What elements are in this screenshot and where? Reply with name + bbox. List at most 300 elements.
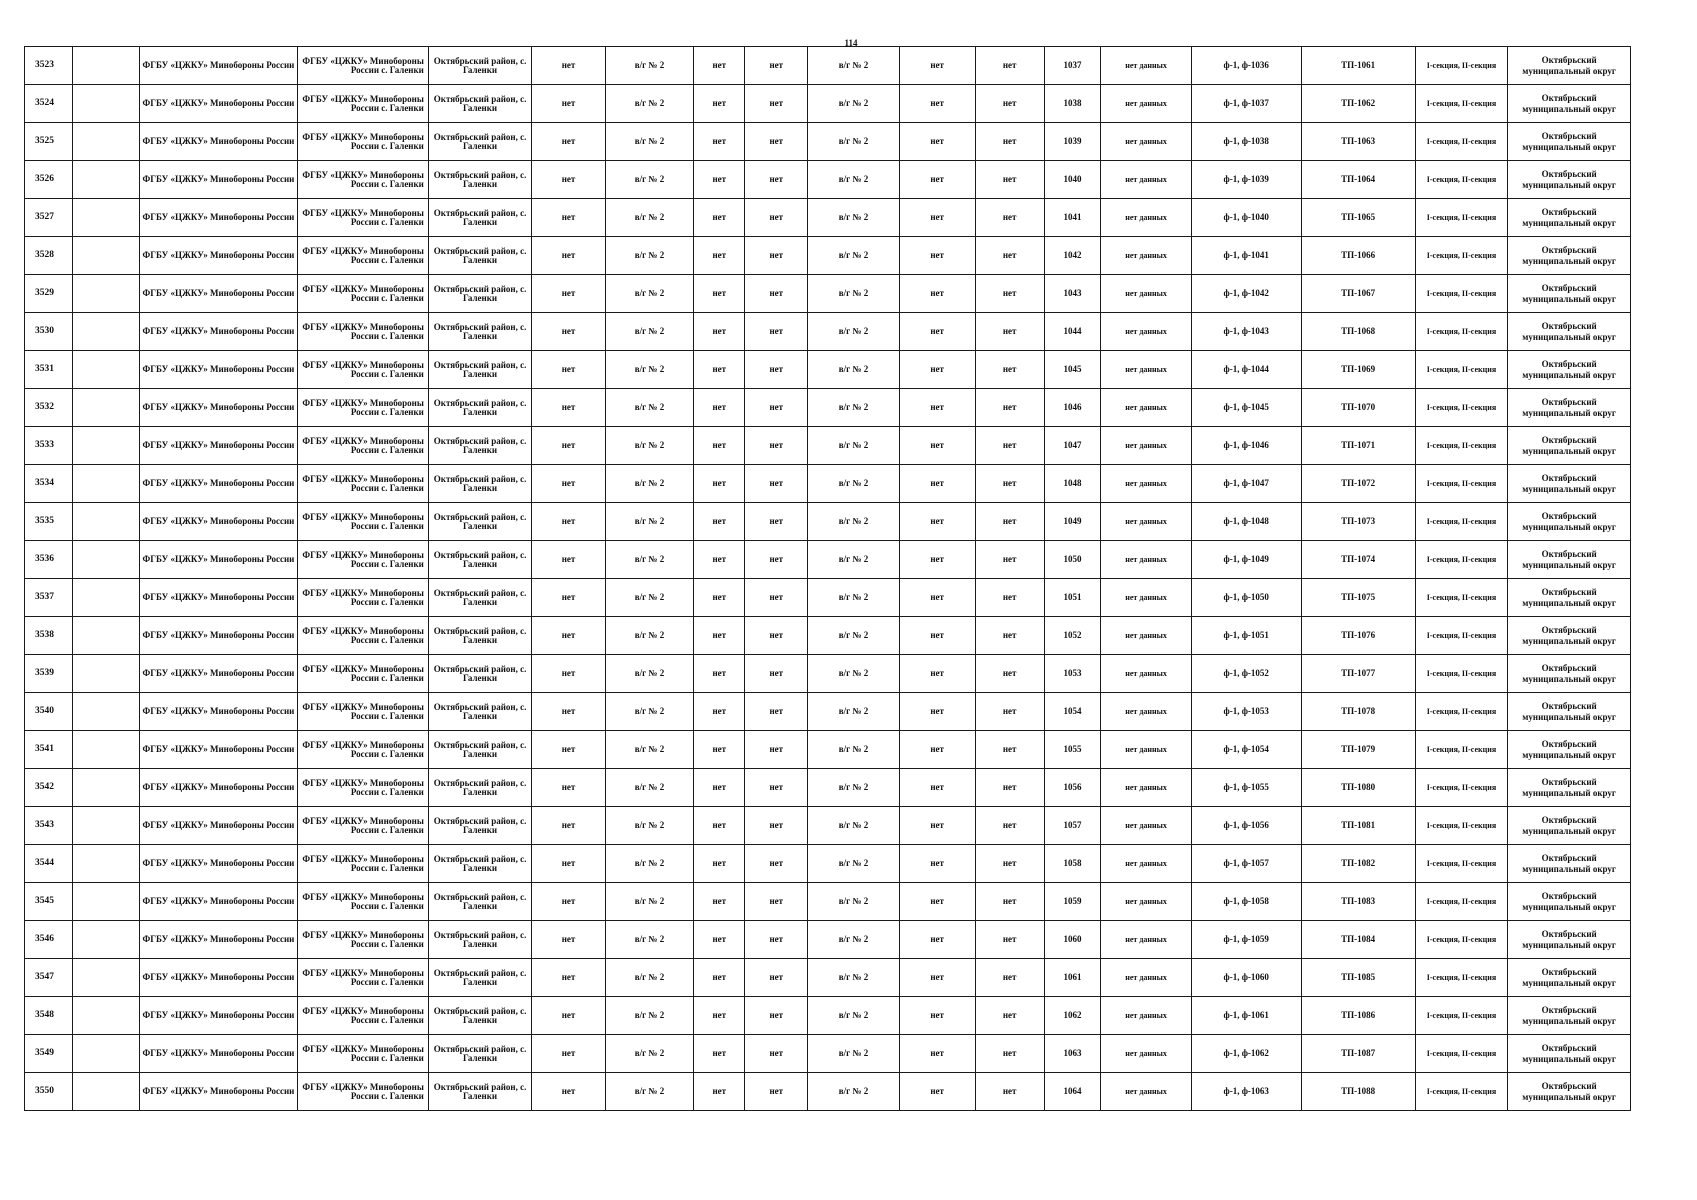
status-cell-4: нет xyxy=(899,389,975,427)
owner-location-cell: ФГБУ «ЦЖКУ» Минобороны России с. Галенки xyxy=(297,769,428,807)
owner-cell: ФГБУ «ЦЖКУ» Минобороны России xyxy=(140,617,298,655)
status-cell-4: нет xyxy=(899,921,975,959)
feeder-cell: ф-1, ф-1062 xyxy=(1191,1035,1301,1073)
status-cell-1: нет xyxy=(532,655,606,693)
row-number-cell: 3538 xyxy=(25,617,73,655)
status-cell-1: нет xyxy=(532,275,606,313)
municipality-cell: Октябрьский муниципальный округ xyxy=(1508,199,1631,237)
table-row xyxy=(25,85,1631,123)
status-cell-4: нет xyxy=(899,199,975,237)
data-availability-cell: нет данных xyxy=(1101,883,1192,921)
table-row xyxy=(25,237,1631,275)
status-cell-3: нет xyxy=(745,655,808,693)
table-row xyxy=(25,541,1631,579)
feeder-cell: ф-1, ф-1053 xyxy=(1191,693,1301,731)
owner-location-cell: ФГБУ «ЦЖКУ» Минобороны России с. Галенки xyxy=(297,503,428,541)
military-town-cell-1: в/г № 2 xyxy=(605,199,693,237)
owner-cell: ФГБУ «ЦЖКУ» Минобороны России xyxy=(140,351,298,389)
blank-cell xyxy=(72,389,139,427)
row-number-cell: 3528 xyxy=(25,237,73,275)
status-cell-3: нет xyxy=(745,693,808,731)
section-cell: I-секция, II-секция xyxy=(1415,731,1508,769)
status-cell-5: нет xyxy=(975,883,1044,921)
military-town-cell-1: в/г № 2 xyxy=(605,959,693,997)
military-town-cell-1: в/г № 2 xyxy=(605,389,693,427)
status-cell-3: нет xyxy=(745,959,808,997)
data-availability-cell: нет данных xyxy=(1101,351,1192,389)
district-cell: Октябрьский район, с. Галенки xyxy=(428,693,531,731)
district-cell: Октябрьский район, с. Галенки xyxy=(428,1035,531,1073)
row-number-cell: 3550 xyxy=(25,1073,73,1111)
status-cell-2: нет xyxy=(694,731,745,769)
military-town-cell-1: в/г № 2 xyxy=(605,617,693,655)
owner-cell: ФГБУ «ЦЖКУ» Минобороны России xyxy=(140,123,298,161)
status-cell-2: нет xyxy=(694,313,745,351)
status-cell-4: нет xyxy=(899,123,975,161)
military-town-cell-2: в/г № 2 xyxy=(808,655,900,693)
object-code-cell: 1064 xyxy=(1044,1073,1100,1111)
status-cell-2: нет xyxy=(694,351,745,389)
owner-location-cell: ФГБУ «ЦЖКУ» Минобороны России с. Галенки xyxy=(297,693,428,731)
feeder-cell: ф-1, ф-1060 xyxy=(1191,959,1301,997)
row-number-cell: 3532 xyxy=(25,389,73,427)
table-row xyxy=(25,617,1631,655)
section-cell: I-секция, II-секция xyxy=(1415,807,1508,845)
owner-location-cell: ФГБУ «ЦЖКУ» Минобороны России с. Галенки xyxy=(297,579,428,617)
municipality-cell: Октябрьский муниципальный округ xyxy=(1508,351,1631,389)
blank-cell xyxy=(72,199,139,237)
transformer-substation-cell: ТП-1071 xyxy=(1301,427,1415,465)
district-cell: Октябрьский район, с. Галенки xyxy=(428,579,531,617)
section-cell: I-секция, II-секция xyxy=(1415,883,1508,921)
data-availability-cell: нет данных xyxy=(1101,85,1192,123)
status-cell-3: нет xyxy=(745,503,808,541)
transformer-substation-cell: ТП-1068 xyxy=(1301,313,1415,351)
owner-cell: ФГБУ «ЦЖКУ» Минобороны России xyxy=(140,199,298,237)
blank-cell xyxy=(72,1073,139,1111)
blank-cell xyxy=(72,769,139,807)
table-row xyxy=(25,655,1631,693)
feeder-cell: ф-1, ф-1042 xyxy=(1191,275,1301,313)
status-cell-3: нет xyxy=(745,807,808,845)
status-cell-2: нет xyxy=(694,655,745,693)
transformer-substation-cell: ТП-1085 xyxy=(1301,959,1415,997)
object-code-cell: 1055 xyxy=(1044,731,1100,769)
military-town-cell-2: в/г № 2 xyxy=(808,579,900,617)
status-cell-2: нет xyxy=(694,997,745,1035)
status-cell-4: нет xyxy=(899,541,975,579)
status-cell-5: нет xyxy=(975,769,1044,807)
military-town-cell-2: в/г № 2 xyxy=(808,237,900,275)
table-row xyxy=(25,123,1631,161)
feeder-cell: ф-1, ф-1037 xyxy=(1191,85,1301,123)
section-cell: I-секция, II-секция xyxy=(1415,237,1508,275)
owner-location-cell: ФГБУ «ЦЖКУ» Минобороны России с. Галенки xyxy=(297,883,428,921)
military-town-cell-2: в/г № 2 xyxy=(808,427,900,465)
owner-cell: ФГБУ «ЦЖКУ» Минобороны России xyxy=(140,275,298,313)
transformer-substation-cell: ТП-1077 xyxy=(1301,655,1415,693)
row-number-cell: 3543 xyxy=(25,807,73,845)
owner-cell: ФГБУ «ЦЖКУ» Минобороны России xyxy=(140,845,298,883)
row-number-cell: 3539 xyxy=(25,655,73,693)
object-code-cell: 1048 xyxy=(1044,465,1100,503)
district-cell: Октябрьский район, с. Галенки xyxy=(428,921,531,959)
status-cell-5: нет xyxy=(975,47,1044,85)
section-cell: I-секция, II-секция xyxy=(1415,769,1508,807)
status-cell-1: нет xyxy=(532,883,606,921)
status-cell-2: нет xyxy=(694,921,745,959)
table-body xyxy=(25,47,1631,1111)
status-cell-3: нет xyxy=(745,617,808,655)
owner-cell: ФГБУ «ЦЖКУ» Минобороны России xyxy=(140,655,298,693)
blank-cell xyxy=(72,693,139,731)
status-cell-2: нет xyxy=(694,237,745,275)
object-code-cell: 1041 xyxy=(1044,199,1100,237)
object-code-cell: 1038 xyxy=(1044,85,1100,123)
feeder-cell: ф-1, ф-1036 xyxy=(1191,47,1301,85)
district-cell: Октябрьский район, с. Галенки xyxy=(428,541,531,579)
military-town-cell-2: в/г № 2 xyxy=(808,807,900,845)
status-cell-3: нет xyxy=(745,123,808,161)
feeder-cell: ф-1, ф-1038 xyxy=(1191,123,1301,161)
military-town-cell-1: в/г № 2 xyxy=(605,503,693,541)
district-cell: Октябрьский район, с. Галенки xyxy=(428,47,531,85)
municipality-cell: Октябрьский муниципальный округ xyxy=(1508,579,1631,617)
row-number-cell: 3537 xyxy=(25,579,73,617)
blank-cell xyxy=(72,313,139,351)
transformer-substation-cell: ТП-1084 xyxy=(1301,921,1415,959)
status-cell-4: нет xyxy=(899,807,975,845)
status-cell-4: нет xyxy=(899,769,975,807)
row-number-cell: 3548 xyxy=(25,997,73,1035)
military-town-cell-1: в/г № 2 xyxy=(605,161,693,199)
status-cell-5: нет xyxy=(975,199,1044,237)
table-row xyxy=(25,47,1631,85)
table-row xyxy=(25,731,1631,769)
status-cell-4: нет xyxy=(899,617,975,655)
military-town-cell-2: в/г № 2 xyxy=(808,503,900,541)
status-cell-4: нет xyxy=(899,85,975,123)
status-cell-3: нет xyxy=(745,85,808,123)
data-availability-cell: нет данных xyxy=(1101,275,1192,313)
municipality-cell: Октябрьский муниципальный округ xyxy=(1508,275,1631,313)
military-town-cell-2: в/г № 2 xyxy=(808,921,900,959)
military-town-cell-2: в/г № 2 xyxy=(808,351,900,389)
status-cell-3: нет xyxy=(745,427,808,465)
row-number-cell: 3535 xyxy=(25,503,73,541)
section-cell: I-секция, II-секция xyxy=(1415,845,1508,883)
owner-cell: ФГБУ «ЦЖКУ» Минобороны России xyxy=(140,997,298,1035)
owner-cell: ФГБУ «ЦЖКУ» Минобороны России xyxy=(140,389,298,427)
object-code-cell: 1058 xyxy=(1044,845,1100,883)
feeder-cell: ф-1, ф-1041 xyxy=(1191,237,1301,275)
object-code-cell: 1061 xyxy=(1044,959,1100,997)
object-code-cell: 1045 xyxy=(1044,351,1100,389)
table-row xyxy=(25,997,1631,1035)
data-availability-cell: нет данных xyxy=(1101,579,1192,617)
status-cell-2: нет xyxy=(694,123,745,161)
status-cell-2: нет xyxy=(694,579,745,617)
district-cell: Октябрьский район, с. Галенки xyxy=(428,883,531,921)
status-cell-1: нет xyxy=(532,427,606,465)
transformer-substation-cell: ТП-1081 xyxy=(1301,807,1415,845)
status-cell-1: нет xyxy=(532,807,606,845)
object-code-cell: 1051 xyxy=(1044,579,1100,617)
row-number-cell: 3530 xyxy=(25,313,73,351)
municipality-cell: Октябрьский муниципальный округ xyxy=(1508,427,1631,465)
status-cell-4: нет xyxy=(899,845,975,883)
owner-location-cell: ФГБУ «ЦЖКУ» Минобороны России с. Галенки xyxy=(297,921,428,959)
status-cell-3: нет xyxy=(745,351,808,389)
status-cell-3: нет xyxy=(745,541,808,579)
blank-cell xyxy=(72,275,139,313)
object-code-cell: 1054 xyxy=(1044,693,1100,731)
status-cell-2: нет xyxy=(694,883,745,921)
feeder-cell: ф-1, ф-1049 xyxy=(1191,541,1301,579)
section-cell: I-секция, II-секция xyxy=(1415,541,1508,579)
table-row xyxy=(25,199,1631,237)
data-availability-cell: нет данных xyxy=(1101,731,1192,769)
transformer-substation-cell: ТП-1066 xyxy=(1301,237,1415,275)
municipality-cell: Октябрьский муниципальный округ xyxy=(1508,617,1631,655)
owner-location-cell: ФГБУ «ЦЖКУ» Минобороны России с. Галенки xyxy=(297,427,428,465)
owner-location-cell: ФГБУ «ЦЖКУ» Минобороны России с. Галенки xyxy=(297,199,428,237)
data-availability-cell: нет данных xyxy=(1101,123,1192,161)
military-town-cell-1: в/г № 2 xyxy=(605,807,693,845)
row-number-cell: 3545 xyxy=(25,883,73,921)
transformer-substation-cell: ТП-1064 xyxy=(1301,161,1415,199)
status-cell-2: нет xyxy=(694,807,745,845)
military-town-cell-1: в/г № 2 xyxy=(605,47,693,85)
row-number-cell: 3529 xyxy=(25,275,73,313)
object-code-cell: 1037 xyxy=(1044,47,1100,85)
section-cell: I-секция, II-секция xyxy=(1415,313,1508,351)
owner-cell: ФГБУ «ЦЖКУ» Минобороны России xyxy=(140,47,298,85)
object-code-cell: 1056 xyxy=(1044,769,1100,807)
transformer-substation-cell: ТП-1078 xyxy=(1301,693,1415,731)
owner-location-cell: ФГБУ «ЦЖКУ» Минобороны России с. Галенки xyxy=(297,123,428,161)
status-cell-1: нет xyxy=(532,85,606,123)
municipality-cell: Октябрьский муниципальный округ xyxy=(1508,1073,1631,1111)
object-code-cell: 1047 xyxy=(1044,427,1100,465)
status-cell-1: нет xyxy=(532,313,606,351)
municipality-cell: Октябрьский муниципальный округ xyxy=(1508,503,1631,541)
status-cell-5: нет xyxy=(975,237,1044,275)
data-availability-cell: нет данных xyxy=(1101,237,1192,275)
status-cell-4: нет xyxy=(899,959,975,997)
status-cell-3: нет xyxy=(745,845,808,883)
blank-cell xyxy=(72,123,139,161)
transformer-substation-cell: ТП-1069 xyxy=(1301,351,1415,389)
section-cell: I-секция, II-секция xyxy=(1415,655,1508,693)
object-code-cell: 1039 xyxy=(1044,123,1100,161)
object-code-cell: 1057 xyxy=(1044,807,1100,845)
table-row xyxy=(25,693,1631,731)
military-town-cell-2: в/г № 2 xyxy=(808,123,900,161)
object-code-cell: 1053 xyxy=(1044,655,1100,693)
district-cell: Октябрьский район, с. Галенки xyxy=(428,1073,531,1111)
status-cell-3: нет xyxy=(745,579,808,617)
table-row xyxy=(25,769,1631,807)
status-cell-1: нет xyxy=(532,199,606,237)
owner-location-cell: ФГБУ «ЦЖКУ» Минобороны России с. Галенки xyxy=(297,313,428,351)
military-town-cell-1: в/г № 2 xyxy=(605,921,693,959)
page-number: 114 xyxy=(844,38,858,48)
section-cell: I-секция, II-секция xyxy=(1415,617,1508,655)
transformer-substation-cell: ТП-1076 xyxy=(1301,617,1415,655)
municipality-cell: Октябрьский муниципальный округ xyxy=(1508,959,1631,997)
blank-cell xyxy=(72,85,139,123)
municipality-cell: Октябрьский муниципальный округ xyxy=(1508,845,1631,883)
row-number-cell: 3523 xyxy=(25,47,73,85)
owner-cell: ФГБУ «ЦЖКУ» Минобороны России xyxy=(140,465,298,503)
status-cell-5: нет xyxy=(975,731,1044,769)
owner-location-cell: ФГБУ «ЦЖКУ» Минобороны России с. Галенки xyxy=(297,1035,428,1073)
row-number-cell: 3542 xyxy=(25,769,73,807)
status-cell-1: нет xyxy=(532,1035,606,1073)
owner-cell: ФГБУ «ЦЖКУ» Минобороны России xyxy=(140,237,298,275)
feeder-cell: ф-1, ф-1051 xyxy=(1191,617,1301,655)
status-cell-3: нет xyxy=(745,199,808,237)
status-cell-5: нет xyxy=(975,655,1044,693)
row-number-cell: 3534 xyxy=(25,465,73,503)
blank-cell xyxy=(72,997,139,1035)
military-town-cell-2: в/г № 2 xyxy=(808,1073,900,1111)
district-cell: Октябрьский район, с. Галенки xyxy=(428,85,531,123)
blank-cell xyxy=(72,959,139,997)
district-cell: Октябрьский район, с. Галенки xyxy=(428,845,531,883)
municipality-cell: Октябрьский муниципальный округ xyxy=(1508,807,1631,845)
district-cell: Октябрьский район, с. Галенки xyxy=(428,427,531,465)
military-town-cell-2: в/г № 2 xyxy=(808,85,900,123)
section-cell: I-секция, II-секция xyxy=(1415,1035,1508,1073)
blank-cell xyxy=(72,807,139,845)
blank-cell xyxy=(72,351,139,389)
owner-location-cell: ФГБУ «ЦЖКУ» Минобороны России с. Галенки xyxy=(297,807,428,845)
status-cell-1: нет xyxy=(532,237,606,275)
municipality-cell: Октябрьский муниципальный округ xyxy=(1508,465,1631,503)
status-cell-3: нет xyxy=(745,1035,808,1073)
feeder-cell: ф-1, ф-1048 xyxy=(1191,503,1301,541)
transformer-substation-cell: ТП-1086 xyxy=(1301,997,1415,1035)
transformer-substation-cell: ТП-1079 xyxy=(1301,731,1415,769)
status-cell-5: нет xyxy=(975,959,1044,997)
district-cell: Октябрьский район, с. Галенки xyxy=(428,807,531,845)
status-cell-2: нет xyxy=(694,389,745,427)
district-cell: Октябрьский район, с. Галенки xyxy=(428,313,531,351)
table-row xyxy=(25,275,1631,313)
table-row xyxy=(25,1035,1631,1073)
status-cell-5: нет xyxy=(975,275,1044,313)
status-cell-5: нет xyxy=(975,845,1044,883)
district-cell: Октябрьский район, с. Галенки xyxy=(428,769,531,807)
district-cell: Октябрьский район, с. Галенки xyxy=(428,351,531,389)
municipality-cell: Октябрьский муниципальный округ xyxy=(1508,161,1631,199)
row-number-cell: 3536 xyxy=(25,541,73,579)
military-town-cell-1: в/г № 2 xyxy=(605,1073,693,1111)
status-cell-4: нет xyxy=(899,161,975,199)
district-cell: Октябрьский район, с. Галенки xyxy=(428,237,531,275)
status-cell-1: нет xyxy=(532,123,606,161)
owner-cell: ФГБУ «ЦЖКУ» Минобороны России xyxy=(140,769,298,807)
data-availability-cell: нет данных xyxy=(1101,1073,1192,1111)
status-cell-5: нет xyxy=(975,921,1044,959)
status-cell-1: нет xyxy=(532,845,606,883)
owner-cell: ФГБУ «ЦЖКУ» Минобороны России xyxy=(140,541,298,579)
district-cell: Октябрьский район, с. Галенки xyxy=(428,465,531,503)
status-cell-5: нет xyxy=(975,351,1044,389)
feeder-cell: ф-1, ф-1061 xyxy=(1191,997,1301,1035)
owner-cell: ФГБУ «ЦЖКУ» Минобороны России xyxy=(140,1073,298,1111)
section-cell: I-секция, II-секция xyxy=(1415,1073,1508,1111)
blank-cell xyxy=(72,617,139,655)
transformer-substation-cell: ТП-1062 xyxy=(1301,85,1415,123)
military-town-cell-2: в/г № 2 xyxy=(808,199,900,237)
owner-location-cell: ФГБУ «ЦЖКУ» Минобороны России с. Галенки xyxy=(297,465,428,503)
row-number-cell: 3524 xyxy=(25,85,73,123)
military-town-cell-1: в/г № 2 xyxy=(605,1035,693,1073)
row-number-cell: 3525 xyxy=(25,123,73,161)
status-cell-5: нет xyxy=(975,161,1044,199)
section-cell: I-секция, II-секция xyxy=(1415,427,1508,465)
military-town-cell-1: в/г № 2 xyxy=(605,997,693,1035)
row-number-cell: 3541 xyxy=(25,731,73,769)
status-cell-3: нет xyxy=(745,1073,808,1111)
district-cell: Октябрьский район, с. Галенки xyxy=(428,959,531,997)
status-cell-1: нет xyxy=(532,693,606,731)
municipality-cell: Октябрьский муниципальный округ xyxy=(1508,237,1631,275)
district-cell: Октябрьский район, с. Галенки xyxy=(428,997,531,1035)
status-cell-2: нет xyxy=(694,503,745,541)
military-town-cell-2: в/г № 2 xyxy=(808,731,900,769)
military-town-cell-2: в/г № 2 xyxy=(808,465,900,503)
district-cell: Октябрьский район, с. Галенки xyxy=(428,617,531,655)
feeder-cell: ф-1, ф-1045 xyxy=(1191,389,1301,427)
section-cell: I-секция, II-секция xyxy=(1415,921,1508,959)
municipality-cell: Октябрьский муниципальный округ xyxy=(1508,731,1631,769)
status-cell-1: нет xyxy=(532,959,606,997)
municipality-cell: Октябрьский муниципальный округ xyxy=(1508,769,1631,807)
military-town-cell-1: в/г № 2 xyxy=(605,123,693,161)
status-cell-5: нет xyxy=(975,503,1044,541)
status-cell-1: нет xyxy=(532,503,606,541)
data-availability-cell: нет данных xyxy=(1101,807,1192,845)
data-availability-cell: нет данных xyxy=(1101,959,1192,997)
status-cell-3: нет xyxy=(745,997,808,1035)
transformer-substation-cell: ТП-1061 xyxy=(1301,47,1415,85)
blank-cell xyxy=(72,237,139,275)
feeder-cell: ф-1, ф-1040 xyxy=(1191,199,1301,237)
data-availability-cell: нет данных xyxy=(1101,389,1192,427)
status-cell-4: нет xyxy=(899,237,975,275)
section-cell: I-секция, II-секция xyxy=(1415,997,1508,1035)
status-cell-2: нет xyxy=(694,1073,745,1111)
object-code-cell: 1062 xyxy=(1044,997,1100,1035)
military-town-cell-2: в/г № 2 xyxy=(808,161,900,199)
transformer-substation-cell: ТП-1070 xyxy=(1301,389,1415,427)
owner-cell: ФГБУ «ЦЖКУ» Минобороны России xyxy=(140,85,298,123)
status-cell-3: нет xyxy=(745,237,808,275)
military-town-cell-1: в/г № 2 xyxy=(605,883,693,921)
owner-location-cell: ФГБУ «ЦЖКУ» Минобороны России с. Галенки xyxy=(297,959,428,997)
military-town-cell-1: в/г № 2 xyxy=(605,541,693,579)
district-cell: Октябрьский район, с. Галенки xyxy=(428,655,531,693)
status-cell-4: нет xyxy=(899,275,975,313)
blank-cell xyxy=(72,427,139,465)
status-cell-1: нет xyxy=(532,351,606,389)
military-town-cell-2: в/г № 2 xyxy=(808,883,900,921)
blank-cell xyxy=(72,465,139,503)
